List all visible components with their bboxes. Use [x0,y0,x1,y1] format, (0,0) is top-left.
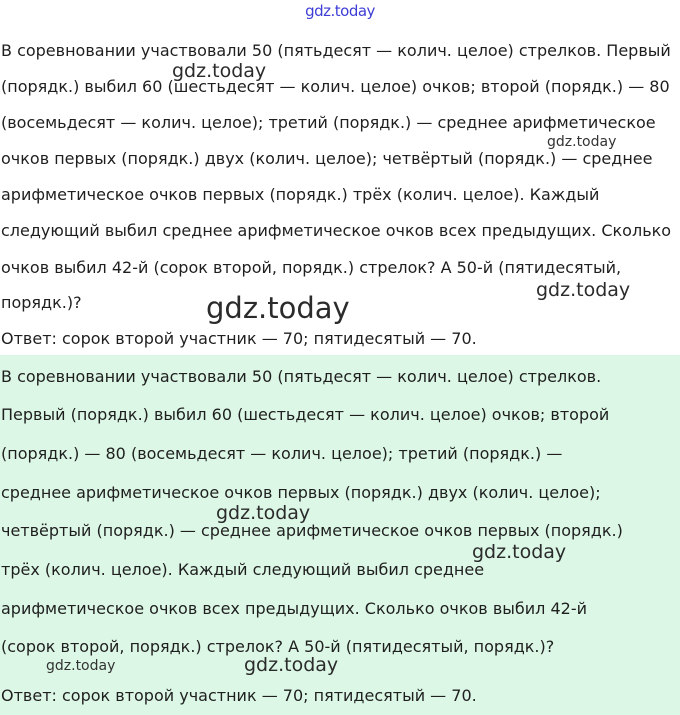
watermark: gdz.today [536,279,631,301]
watermark: gdz.today [206,291,350,325]
text-line: (порядк.) — 80 (восемьдесят — колич. целое); третий (порядк.) — [1,444,563,463]
text-line: четвёртый (порядк.) — среднее арифметическое очков первых (порядк.) [1,521,623,540]
text-line: следующий выбил среднее арифметическое очков всех предыдущих. Сколько [1,221,672,240]
text-line: В соревновании участвовали 50 (пятьдесят — колич. целое) стрелков. Первый [1,41,671,60]
text-line: (сорок второй, порядк.) стрелок? А 50-й (пятидесятый, порядк.)? [1,637,555,656]
header-watermark: gdz.today [305,2,375,20]
text-line: Первый (порядк.) выбил 60 (шестьдесят — колич. целое) очков; второй [1,405,610,424]
answer-line: Ответ: сорок второй участник — 70; пятидесятый — 70. [1,329,477,348]
text-line: среднее арифметическое очков первых (порядк.) двух (колич. целое); [1,483,601,502]
text-line: очков выбил 42-й (сорок второй, порядк.) стрелок? А 50-й (пятидесятый, [1,258,622,277]
text-line: (восемьдесят — колич. целое); третий (порядк.) — среднее арифметическое [1,113,656,132]
watermark: gdz.today [46,658,116,674]
answer-line: Ответ: сорок второй участник — 70; пятидесятый — 70. [1,686,477,705]
text-line: очков первых (порядк.) двух (колич. целое); четвёртый (порядк.) — среднее [1,149,653,168]
watermark: gdz.today [172,60,267,82]
text-line: трёх (колич. целое). Каждый следующий выбил среднее [1,560,485,579]
text-line: арифметическое очков первых (порядк.) трёх (колич. целое). Каждый [1,185,600,204]
text-line: В соревновании участвовали 50 (пятьдесят — колич. целое) стрелков. [1,367,602,386]
text-line: (порядк.) выбил 60 (шестьдесят — колич. целое) очков; второй (порядк.) — 80 [1,77,670,96]
watermark: gdz.today [216,502,311,524]
watermark: gdz.today [547,134,617,150]
text-line: арифметическое очков всех предыдущих. Сколько очков выбил 42-й [1,599,587,618]
watermark: gdz.today [244,654,339,676]
text-line: порядк.)? [1,293,82,312]
watermark: gdz.today [472,541,567,563]
